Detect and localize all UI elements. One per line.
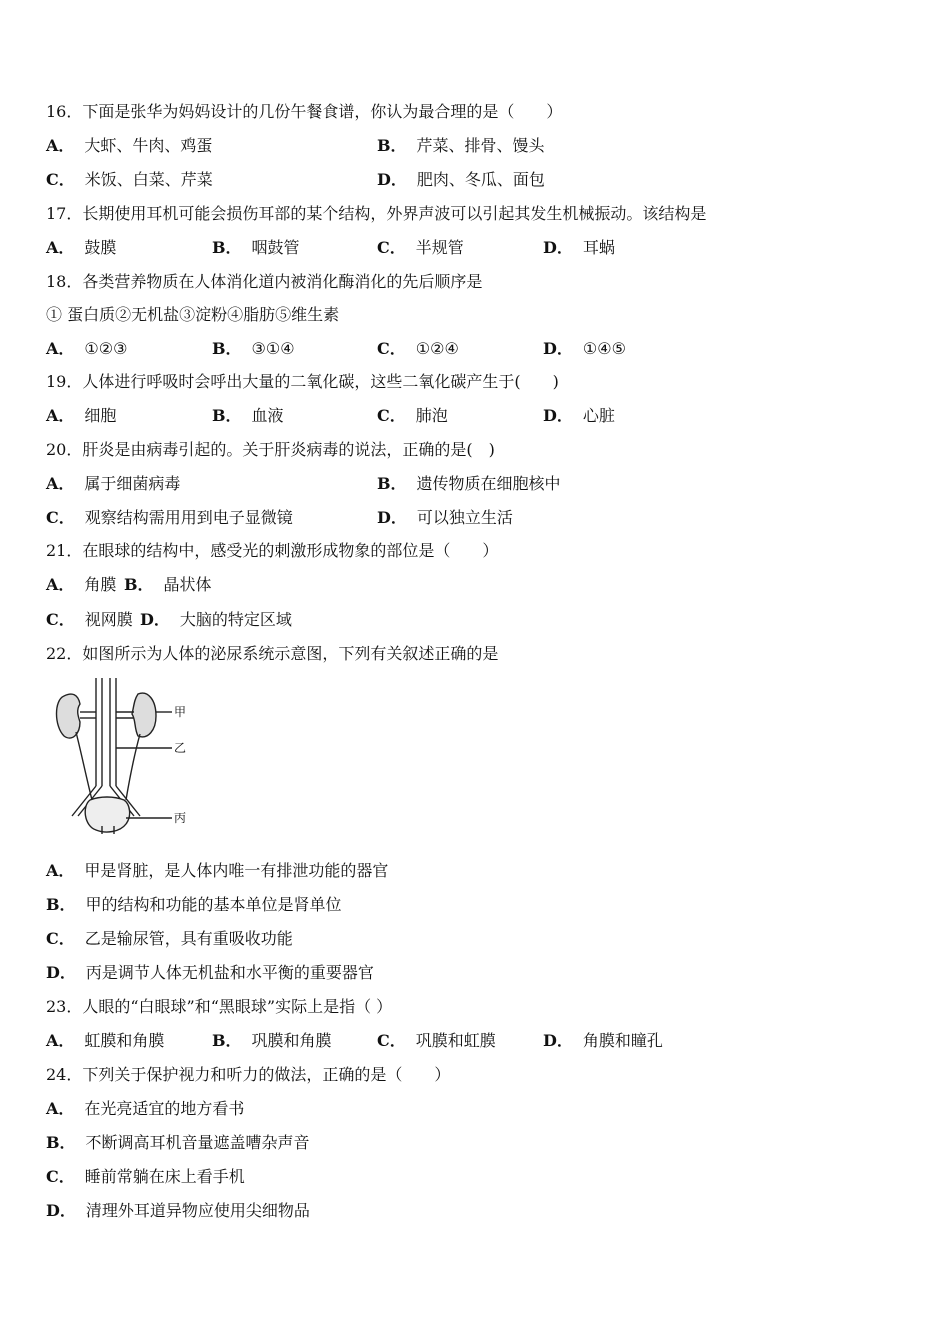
question-18-items: ① 蛋白质②无机盐③淀粉④脂肪⑤维生素 — [46, 305, 340, 324]
question-number: 16． — [46, 102, 83, 121]
question-text: 人眼的“白眼球”和“黑眼球”实际上是指（ ） — [82, 997, 393, 1016]
q24-option-d[interactable]: D． 清理外耳道异物应使用尖细物品 — [46, 1201, 310, 1220]
q16-option-b[interactable]: B． 芹菜、排骨、馒头 — [377, 136, 545, 155]
question-number: 22． — [46, 644, 83, 663]
q22-option-c[interactable]: C． 乙是输尿管，具有重吸收功能 — [46, 929, 293, 948]
urinary-system-diagram — [52, 676, 192, 836]
q21-option-b[interactable]: B． 晶状体 — [124, 575, 212, 594]
q17-option-b[interactable]: B． 咽鼓管 — [212, 238, 300, 257]
q22-option-b[interactable]: B． 甲的结构和功能的基本单位是肾单位 — [46, 895, 342, 914]
q23-option-b[interactable]: B． 巩膜和角膜 — [212, 1031, 332, 1050]
q22-option-d[interactable]: D． 丙是调节人体无机盐和水平衡的重要器官 — [46, 963, 374, 982]
q16-option-a[interactable]: A． 大虾、牛肉、鸡蛋 — [46, 136, 213, 155]
q23-option-d[interactable]: D． 角膜和瞳孔 — [543, 1031, 663, 1050]
q19-option-d[interactable]: D． 心脏 — [543, 406, 615, 425]
question-number: 20． — [46, 440, 83, 459]
q19-option-b[interactable]: B． 血液 — [212, 406, 284, 425]
q20-option-b[interactable]: B． 遗传物质在细胞核中 — [377, 474, 561, 493]
question-number: 17． — [46, 204, 83, 223]
question-number: 19． — [46, 372, 83, 391]
figure-label-jia: 甲 — [174, 705, 187, 719]
q23-option-a[interactable]: A． 虹膜和角膜 — [46, 1031, 165, 1050]
question-23-stem — [46, 997, 392, 1017]
question-24-stem — [46, 1065, 450, 1085]
right-ureter — [126, 734, 140, 800]
question-text: 下面是张华为妈妈设计的几份午餐食谱，你认为最合理的是（ ） — [82, 102, 563, 121]
bladder — [85, 797, 129, 832]
figure-label-bing: 丙 — [174, 811, 187, 825]
q18-option-a[interactable]: A． ①②③ — [46, 339, 128, 358]
q20-option-d[interactable]: D． 可以独立生活 — [377, 508, 513, 527]
question-number: 18． — [46, 272, 83, 291]
q18-option-c[interactable]: C． ①②④ — [377, 339, 459, 358]
left-kidney — [57, 694, 81, 738]
question-text: 下列关于保护视力和听力的做法，正确的是（ ） — [82, 1065, 451, 1084]
q17-option-a[interactable]: A． 鼓膜 — [46, 238, 117, 257]
q20-option-a[interactable]: A． 属于细菌病毒 — [46, 474, 181, 493]
question-text: 人体进行呼吸时会呼出大量的二氧化碳，这些二氧化碳产生于( ) — [82, 372, 559, 391]
question-text: 肝炎是由病毒引起的。关于肝炎病毒的说法，正确的是( ) — [82, 440, 495, 459]
question-text: 在眼球的结构中，感受光的刺激形成物象的部位是（ ） — [82, 541, 499, 560]
q21-option-a[interactable]: A． 角膜 — [46, 575, 117, 594]
left-ureter — [76, 732, 92, 800]
q18-option-b[interactable]: B． ③①④ — [212, 339, 295, 358]
question-text: 长期使用耳机可能会损伤耳部的某个结构，外界声波可以引起其发生机械振动。该结构是 — [82, 204, 707, 223]
q24-option-a[interactable]: A． 在光亮适宜的地方看书 — [46, 1099, 245, 1118]
q19-option-c[interactable]: C． 肺泡 — [377, 406, 448, 425]
q17-option-d[interactable]: D． 耳蜗 — [543, 238, 615, 257]
figure-label-yi: 乙 — [174, 741, 187, 755]
q17-option-c[interactable]: C． 半规管 — [377, 238, 464, 257]
q21-option-d[interactable]: D． 大脑的特定区域 — [140, 610, 292, 629]
question-21-stem — [46, 541, 498, 561]
question-18-stem — [46, 272, 482, 292]
q20-option-c[interactable]: C． 观察结构需用用到电子显微镜 — [46, 508, 293, 527]
question-17-stem — [46, 204, 706, 224]
question-19-stem — [46, 372, 559, 392]
question-number: 21． — [46, 541, 83, 560]
q23-option-c[interactable]: C． 巩膜和虹膜 — [377, 1031, 496, 1050]
question-text: 如图所示为人体的泌尿系统示意图，下列有关叙述正确的是 — [82, 644, 499, 663]
q16-option-c[interactable]: C． 米饭、白菜、芹菜 — [46, 170, 213, 189]
q16-option-d[interactable]: D． 肥肉、冬瓜、面包 — [377, 170, 545, 189]
right-kidney — [132, 693, 156, 737]
q18-option-d[interactable]: D． ①④⑤ — [543, 339, 626, 358]
q24-option-c[interactable]: C． 睡前常躺在床上看手机 — [46, 1167, 245, 1186]
q21-option-c[interactable]: C． 视网膜 — [46, 610, 133, 629]
question-number: 23． — [46, 997, 83, 1016]
question-16-stem — [46, 102, 562, 122]
question-20-stem — [46, 440, 495, 460]
q24-option-b[interactable]: B． 不断调高耳机音量遮盖嘈杂声音 — [46, 1133, 310, 1152]
q22-option-a[interactable]: A． 甲是肾脏，是人体内唯一有排泄功能的器官 — [46, 861, 389, 880]
question-text: 各类营养物质在人体消化道内被消化酶消化的先后顺序是 — [82, 272, 483, 291]
question-number: 24． — [46, 1065, 83, 1084]
q19-option-a[interactable]: A． 细胞 — [46, 406, 117, 425]
question-22-stem — [46, 644, 498, 664]
